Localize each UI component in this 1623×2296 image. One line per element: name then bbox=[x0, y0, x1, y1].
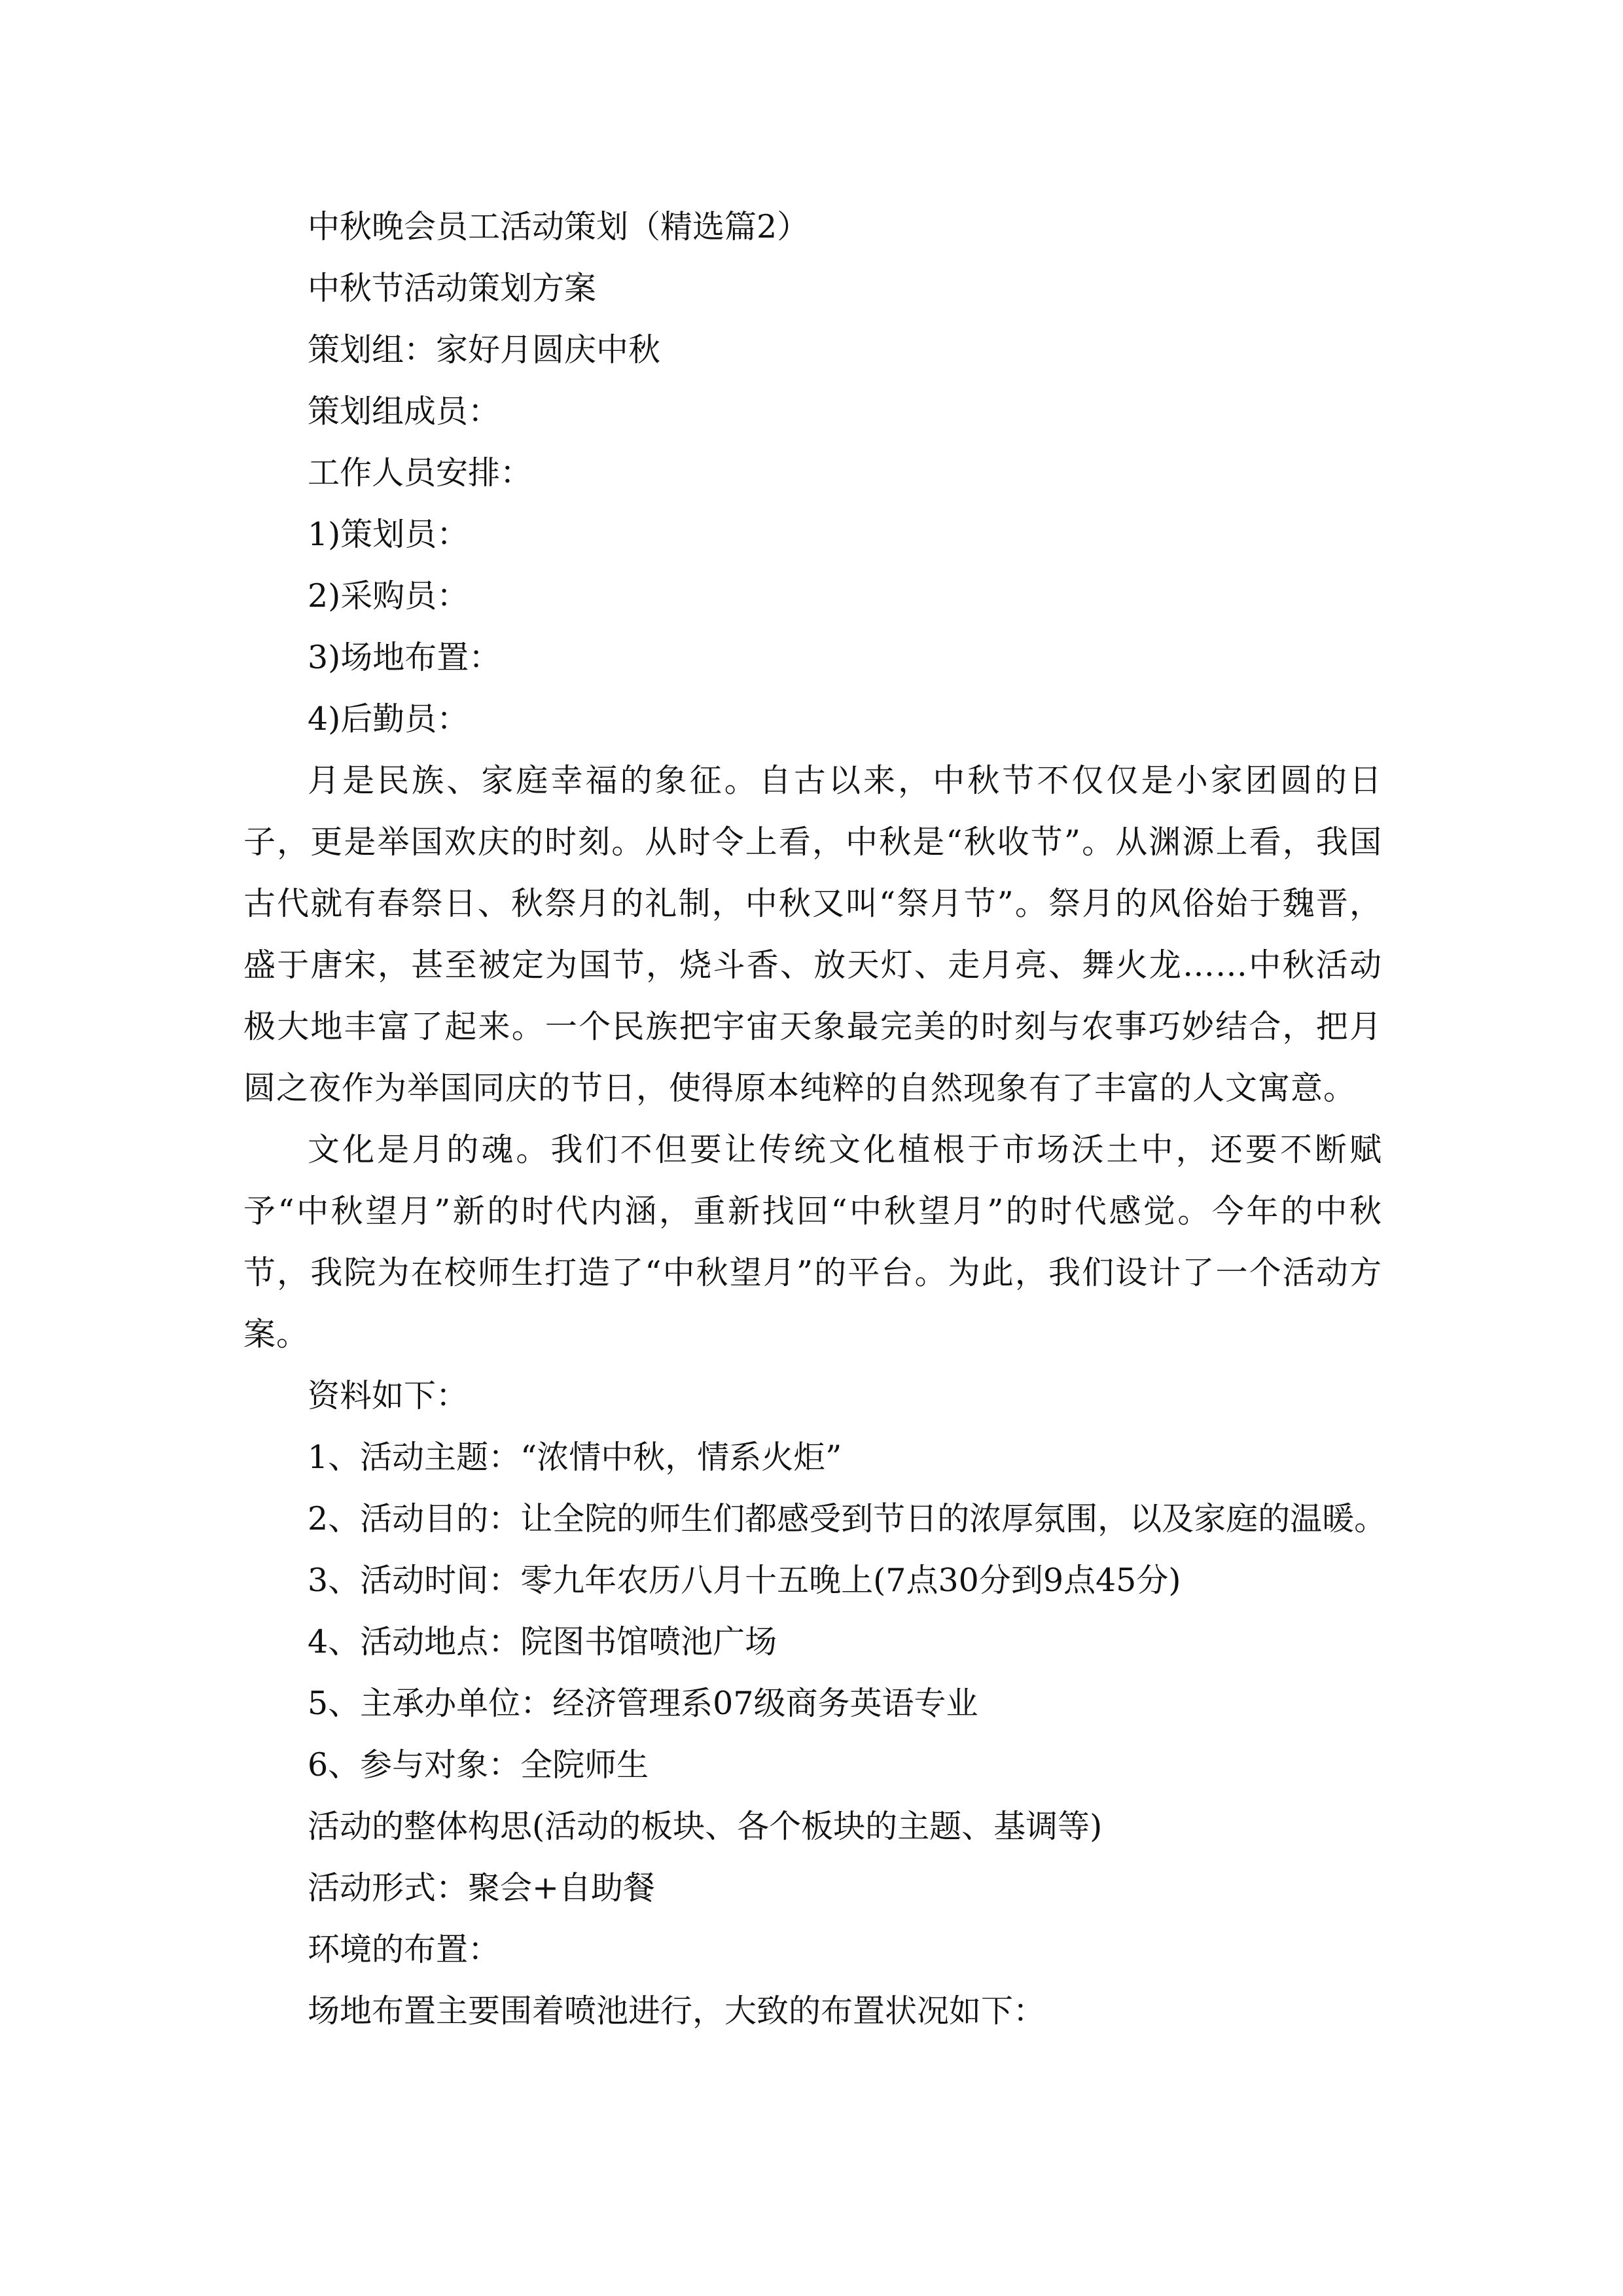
staff-role-logistics: 4)后勤员： bbox=[308, 700, 469, 738]
list-item-organizer: 5、主承办单位：经济管理系07级商务英语专业 bbox=[308, 1685, 978, 1722]
list-item-purpose: 2、活动目的：让全院的师生们都感受到节日的浓厚氛围，以及家庭的温暖。 bbox=[308, 1500, 1387, 1537]
paragraph-moon-festival: 月是民族、家庭幸福的象征。自古以来，中秋节不仅仅是小家团圆的日子，更是举国欢庆的时刻。从时令上看，中秋是“秋收节”。从渊源上看，我国古代就有春祭日、秋祭月的礼制，中秋又叫“祭月节”。祭月的风俗始于魏晋，盛于唐宋，甚至被定为国节，烧斗香、放天灯、走月亮、舞火龙……中秋活动极大地丰富了起来。一个民族把宇宙天象最完美的时刻与农事巧妙结合，把月圆之夜作为举国同庆的节日，使得原本纯粹的自然现象有了丰富的人文寓意。 bbox=[243, 762, 1382, 1107]
staff-role-planner: 1)策划员： bbox=[308, 516, 469, 553]
list-item-participants: 6、参与对象：全院师生 bbox=[308, 1746, 649, 1784]
staff-role-purchaser: 2)采购员： bbox=[308, 577, 469, 615]
planning-group-line: 策划组：家好月圆庆中秋 bbox=[308, 331, 661, 368]
staff-arrangement-line: 工作人员安排： bbox=[308, 454, 533, 492]
document-title: 中秋晚会员工活动策划（精选篇2） bbox=[308, 208, 810, 245]
paragraph-culture: 文化是月的魂。我们不但要让传统文化植根于市场沃土中，还要不断赋予“中秋望月”新的时代内涵，重新找回“中秋望月”的时代感觉。今年的中秋节，我院为在校师生打造了“中秋望月”的平台。为此，我们设计了一个活动方案。 bbox=[243, 1131, 1382, 1353]
list-item-location: 4、活动地点：院图书馆喷池广场 bbox=[308, 1623, 777, 1660]
venue-layout-line: 场地布置主要围着喷池进行，大致的布置状况如下： bbox=[308, 1992, 1046, 2030]
staff-role-venue: 3)场地布置： bbox=[308, 639, 501, 676]
planning-members-line: 策划组成员： bbox=[308, 393, 501, 430]
list-item-time: 3、活动时间：零九年农历八月十五晚上(7点30分到9点45分) bbox=[308, 1562, 1181, 1599]
document-body bbox=[243, 196, 1387, 2042]
details-heading: 资料如下： bbox=[308, 1377, 469, 1414]
overall-concept-line: 活动的整体构思(活动的板块、各个板块的主题、基调等) bbox=[308, 1808, 1103, 1845]
document-subtitle: 中秋节活动策划方案 bbox=[308, 270, 597, 307]
activity-format-line: 活动形式：聚会+自助餐 bbox=[308, 1869, 656, 1907]
list-item-theme: 1、活动主题：“浓情中秋，情系火炬” bbox=[308, 1439, 842, 1476]
environment-layout-line: 环境的布置： bbox=[308, 1931, 501, 1968]
